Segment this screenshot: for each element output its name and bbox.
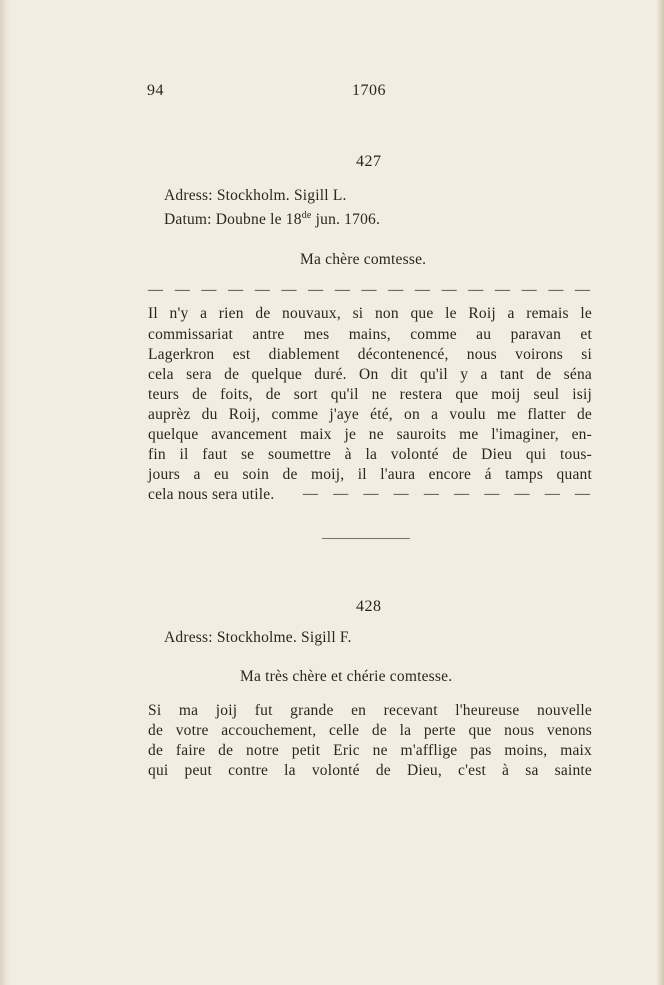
letter-address: Adress: Stockholme. Sigill F. <box>164 629 352 646</box>
letter-number: 428 <box>356 598 382 615</box>
body-line: teurs de foits, de sort qu'il ne restera que moij seul isij <box>148 386 592 403</box>
body-line: auprèz du Roij, comme j'aye été, on a voulu me flatter de <box>148 406 592 423</box>
letter-date: Datum: Doubne le 18de jun. 1706. <box>164 210 381 229</box>
page-left-edge <box>0 0 10 985</box>
body-line: de faire de notre petit Eric ne m'afflige pas moins, maix <box>148 742 592 759</box>
page-right-edge <box>656 0 664 985</box>
letter-address: Adress: Stockholm. Sigill L. <box>164 187 347 204</box>
body-line: jours a eu soin de moij, il l'aura encore á tamps quant <box>148 466 592 483</box>
body-line: Lagerkron est diablement décontenencé, nous voirons si <box>148 346 592 363</box>
letter-number: 427 <box>356 153 382 170</box>
letter-salutation: Ma très chère et chérie comtesse. <box>240 668 453 685</box>
body-line: Il n'y a rien de nouvaux, si non que le Roij a remais le <box>148 305 592 322</box>
body-line: quelque avancement maix je ne sauroits me l'imaginer, en- <box>148 426 592 443</box>
body-line: de votre accouchement, celle de la perte que nous venons <box>148 722 592 739</box>
body-line: Si ma joij fut grande en recevant l'heureuse nouvelle <box>148 702 592 719</box>
omission-dash-line: — — — — — — — — — — <box>303 486 592 502</box>
body-line: qui peut contre la volonté de Dieu, c'est à sa sainte <box>148 762 592 779</box>
omission-dash-line: — — — — — — — — — — — — — — — — — <box>148 282 592 298</box>
section-divider <box>322 538 410 539</box>
body-line: fin il faut se soumettre à la volonté de Dieu qui tous- <box>148 446 592 463</box>
letter-salutation: Ma chère comtesse. <box>300 251 427 268</box>
body-line: cela sera de quelque duré. On dit qu'il y a tant de séna <box>148 366 592 383</box>
body-last-line: cela nous sera utile. <box>148 486 275 503</box>
page-number: 94 <box>147 82 164 99</box>
running-head-year: 1706 <box>352 82 386 99</box>
body-line: commissariat antre mes mains, comme au paravan et <box>148 326 592 343</box>
